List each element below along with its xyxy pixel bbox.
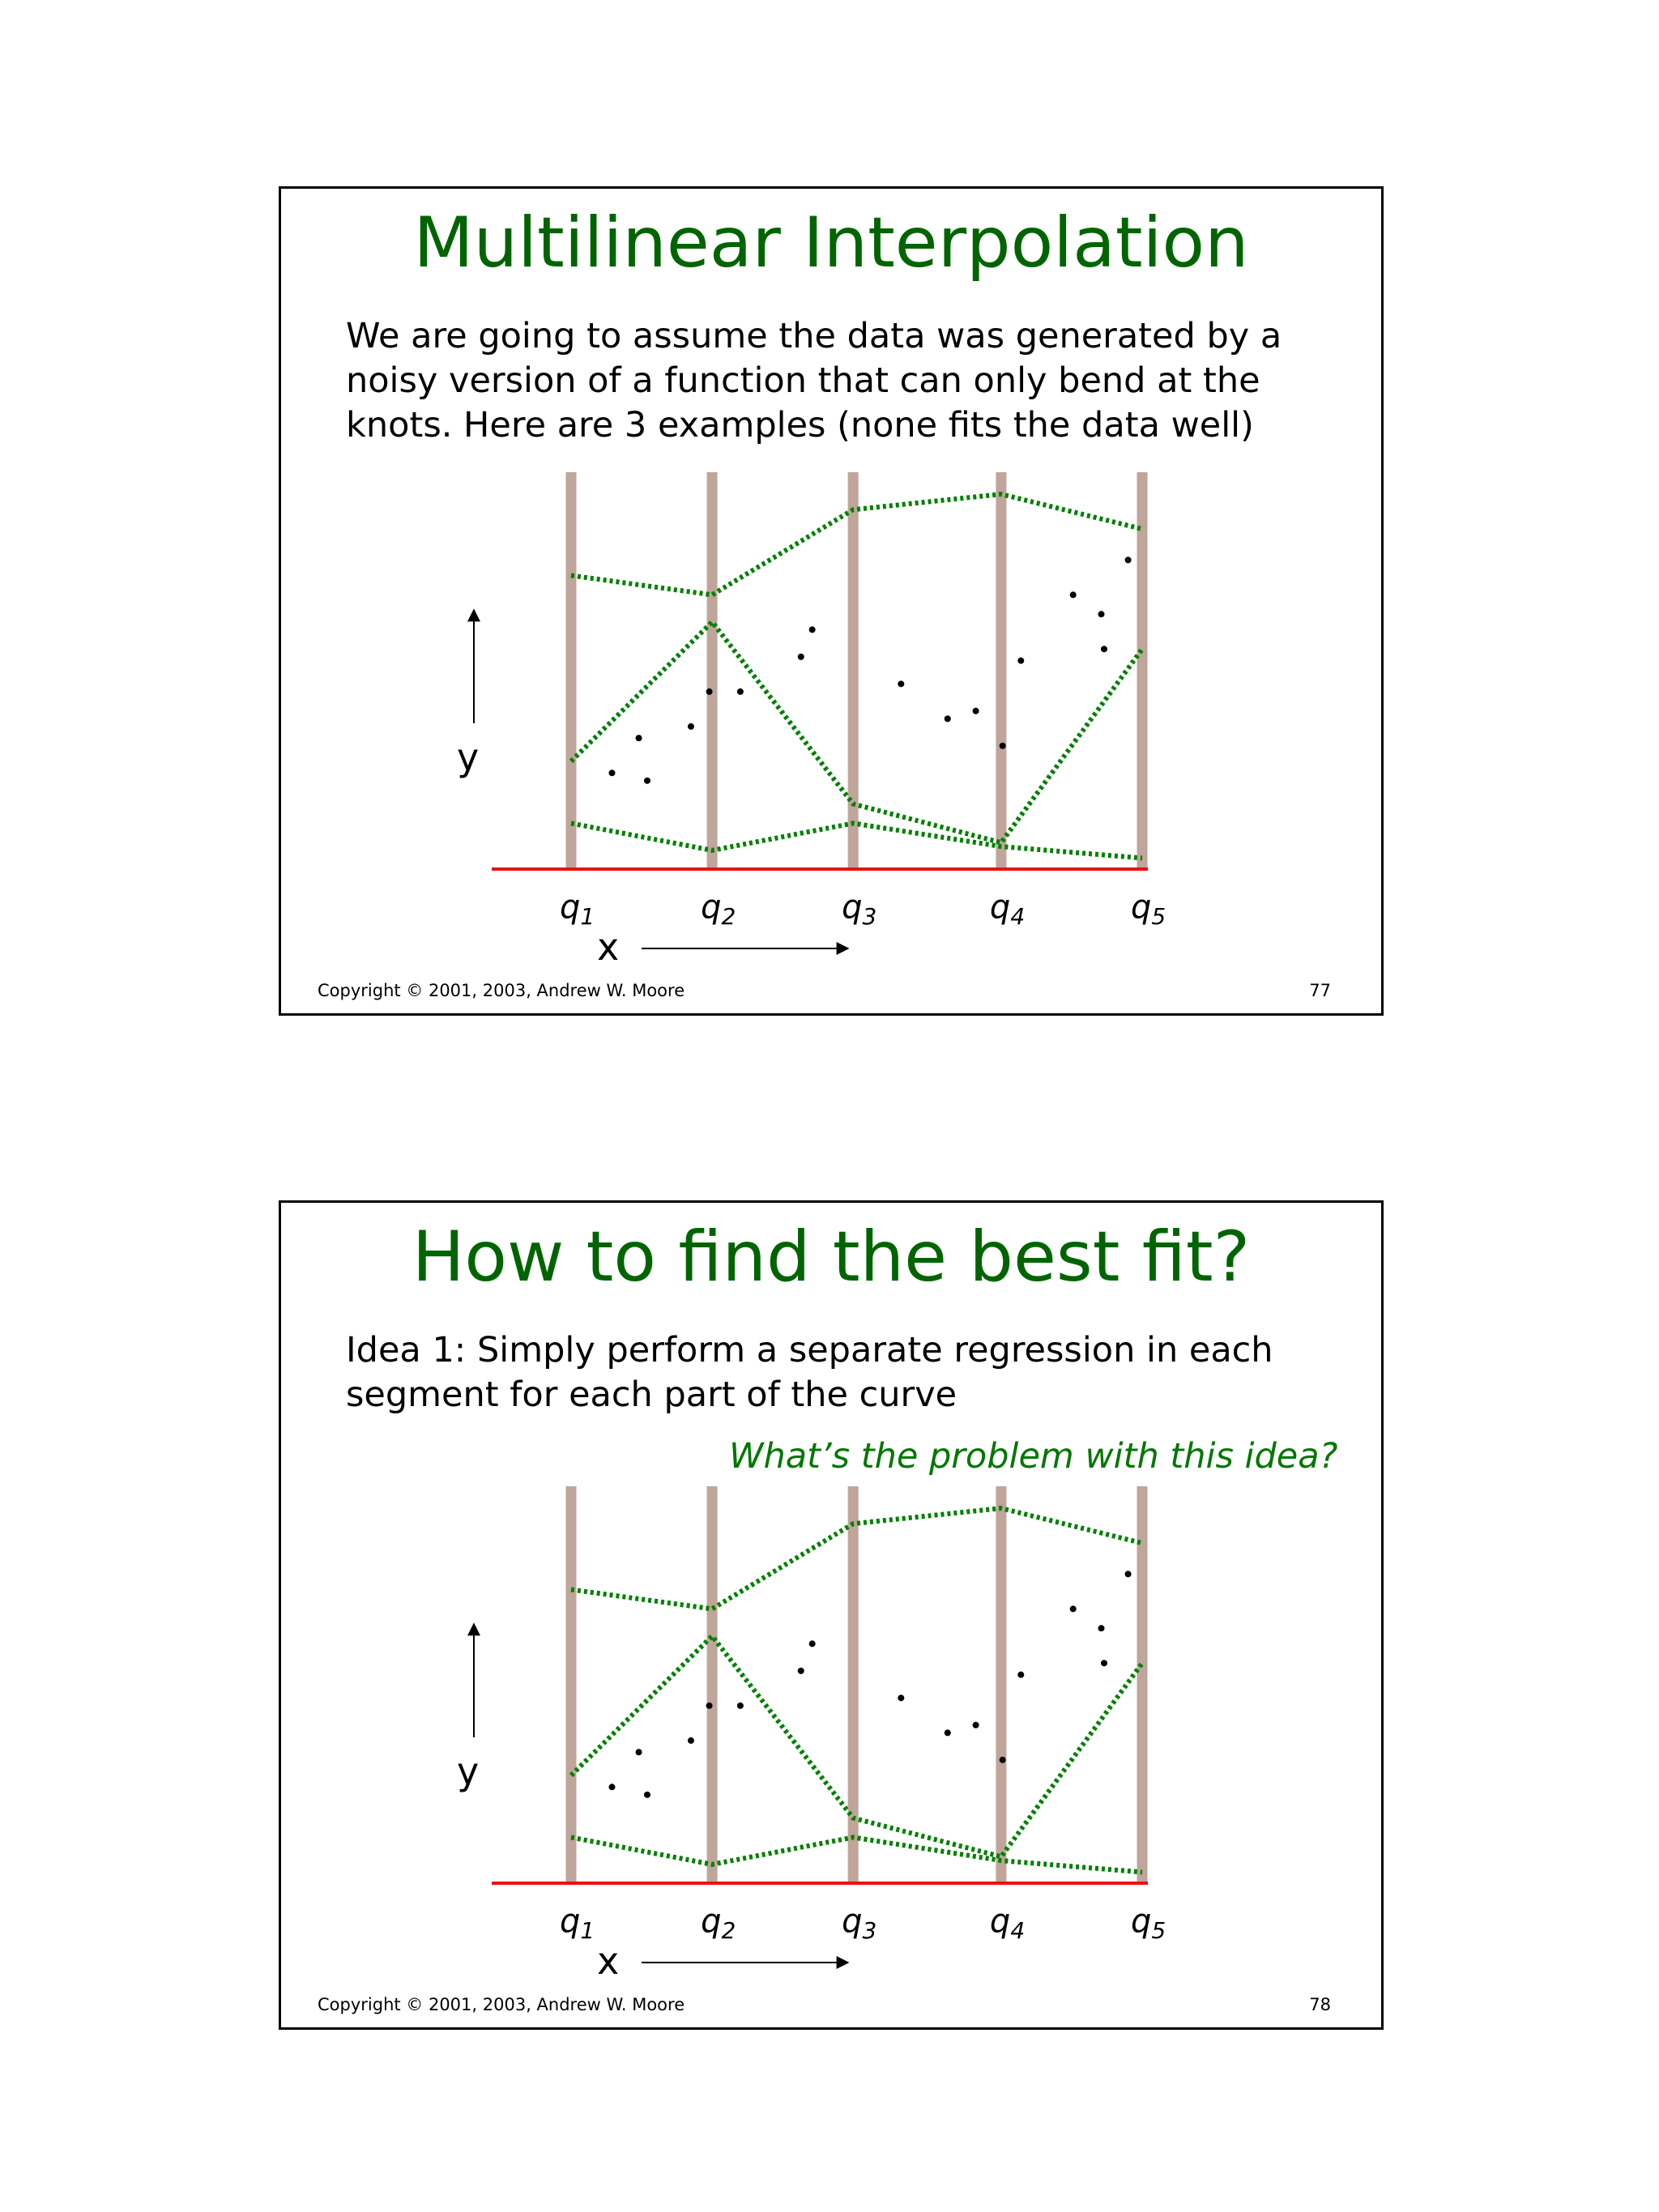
data-point [1017, 658, 1024, 664]
data-point [798, 654, 804, 660]
y-axis-label: y [457, 1750, 480, 1793]
data-point [688, 723, 694, 730]
knot-label-base: q [1131, 889, 1152, 926]
data-point [1070, 1605, 1077, 1612]
slide-77 [279, 186, 1384, 1016]
knot-label-base: q [842, 889, 863, 926]
knot-label-subscript: 5 [1151, 1917, 1166, 1944]
knot-label-base: q [989, 889, 1011, 926]
data-point [1125, 556, 1132, 563]
x-axis-label: x [597, 925, 620, 969]
data-point [636, 1749, 642, 1755]
knot-label-q5 [1131, 889, 1166, 930]
knot-label-q4 [990, 889, 1025, 930]
knot-label-subscript: 3 [862, 903, 877, 930]
data-point [1000, 1757, 1006, 1763]
data-point [1101, 1660, 1107, 1666]
knot-plot [281, 189, 1381, 1013]
data-point [644, 1792, 650, 1798]
knot-label-q1 [560, 889, 595, 930]
data-point [608, 1784, 615, 1790]
data-point [608, 769, 615, 776]
data-point [636, 735, 642, 741]
copyright-footer: Copyright © 2001, 2003, Andrew W. Moore [318, 981, 685, 1000]
page-number: 77 [1309, 981, 1331, 1000]
data-point [688, 1737, 694, 1744]
slide-body-text: We are going to assume the data was generated by a noisy version of a function that can only bend at the knots. Here are 3 examples (none fits the data well) [346, 316, 1282, 445]
knot-label-q2 [701, 889, 736, 930]
data-point [1098, 1625, 1105, 1631]
knot-label-subscript: 1 [580, 903, 595, 930]
data-point [798, 1668, 804, 1674]
data-point [1101, 646, 1107, 652]
problem-question: What’s the problem with this idea? [729, 1436, 1338, 1477]
data-point [898, 680, 904, 687]
data-point [1125, 1571, 1132, 1577]
data-point [809, 1640, 816, 1647]
data-point [973, 1722, 979, 1728]
knot-label-base: q [560, 1903, 581, 1940]
knot-label-subscript: 5 [1151, 903, 1166, 930]
data-point [945, 715, 951, 722]
knot-label-base: q [701, 1903, 722, 1940]
page-number: 78 [1309, 1995, 1331, 2014]
knot-label-q5 [1131, 1903, 1166, 1944]
knot-label-q3 [842, 889, 876, 930]
knot-label-q3 [842, 1903, 876, 1944]
data-point [737, 688, 744, 695]
data-point [1000, 743, 1006, 749]
data-point [1017, 1672, 1024, 1678]
knot-label-q1 [560, 1903, 595, 1944]
knot-label-subscript: 2 [721, 903, 736, 930]
data-point [706, 1703, 713, 1709]
knot-plot [281, 1203, 1381, 2027]
data-point [973, 708, 979, 714]
data-point [706, 688, 713, 695]
data-point [737, 1703, 744, 1709]
knot-label-subscript: 4 [1010, 903, 1026, 930]
knot-label-base: q [989, 1903, 1011, 1940]
data-point [945, 1729, 951, 1736]
data-point [898, 1694, 904, 1701]
knot-label-q4 [990, 1903, 1025, 1944]
knot-label-base: q [701, 889, 722, 926]
data-point [1070, 591, 1077, 598]
knot-label-subscript: 3 [862, 1917, 877, 1944]
slide-body-text: Idea 1: Simply perform a separate regression in each segment for each part of the curve [346, 1330, 1273, 1415]
slide-78 [279, 1200, 1384, 2030]
slide-title: Multilinear Interpolation [413, 202, 1249, 283]
slide-title: How to find the best fit? [412, 1217, 1251, 1298]
data-point [644, 778, 650, 784]
knot-label-base: q [1131, 1903, 1152, 1940]
data-point [809, 626, 816, 633]
copyright-footer: Copyright © 2001, 2003, Andrew W. Moore [318, 1995, 685, 2014]
knot-label-subscript: 4 [1010, 1917, 1026, 1944]
y-axis-label: y [457, 735, 480, 779]
knot-label-base: q [560, 889, 581, 926]
knot-label-subscript: 1 [580, 1917, 595, 1944]
knot-label-base: q [842, 1903, 863, 1940]
knot-label-subscript: 2 [721, 1917, 736, 1944]
knot-label-q2 [701, 1903, 736, 1944]
x-axis-label: x [597, 1939, 620, 1983]
data-point [1098, 611, 1105, 617]
